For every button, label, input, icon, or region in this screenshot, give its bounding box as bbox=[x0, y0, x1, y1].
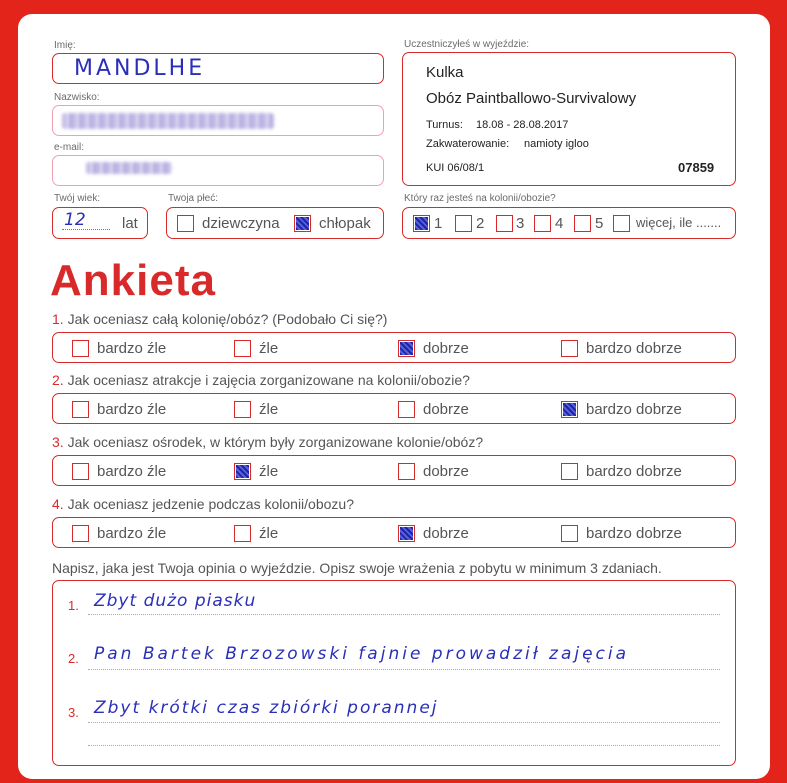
question-label: Jak oceniasz atrakcje i zajęcia zorganizowane na kolonii/obozie? bbox=[67, 372, 470, 388]
opinion-rule bbox=[88, 722, 720, 723]
question-4-option-3: dobrze bbox=[423, 525, 469, 542]
lodging-value: namioty igloo bbox=[524, 138, 589, 150]
question-4-option-4: bardzo dobrze bbox=[586, 525, 682, 542]
times-checkbox-4[interactable] bbox=[534, 215, 551, 232]
question-number: 2. bbox=[52, 372, 64, 388]
lodging-label: Zakwaterowanie: bbox=[426, 138, 510, 150]
opinion-num-2: 2. bbox=[68, 651, 79, 666]
question-4-option-1: bardzo źle bbox=[97, 525, 167, 542]
times-option-more: więcej, ile ....... bbox=[636, 215, 722, 230]
question-1-checkbox-3[interactable] bbox=[398, 340, 415, 357]
opinion-rule bbox=[88, 745, 720, 746]
email-redacted bbox=[86, 162, 172, 174]
question-3-checkbox-1[interactable] bbox=[72, 463, 89, 480]
gender-checkbox-chlopak[interactable] bbox=[294, 215, 311, 232]
opinion-text-3: Zbyt krótki czas zbiórki porannej bbox=[94, 698, 439, 718]
survey-title: Ankieta bbox=[50, 256, 216, 305]
question-3-option-3: dobrze bbox=[423, 463, 469, 480]
times-checkbox-5[interactable] bbox=[574, 215, 591, 232]
email-label: e-mail: bbox=[54, 142, 85, 153]
name-value: MANDLHE bbox=[74, 56, 206, 81]
trip-name: Kulka bbox=[426, 64, 464, 81]
question-number: 3. bbox=[52, 434, 64, 450]
times-checkbox-3[interactable] bbox=[496, 215, 513, 232]
question-1-option-4: bardzo dobrze bbox=[586, 340, 682, 357]
question-1-checkbox-4[interactable] bbox=[561, 340, 578, 357]
question-4-text bbox=[52, 496, 354, 512]
question-2-checkbox-1[interactable] bbox=[72, 401, 89, 418]
age-value: 12 bbox=[64, 210, 86, 230]
times-option-2: 2 bbox=[476, 215, 485, 232]
gender-option-chlopak: chłopak bbox=[319, 215, 371, 232]
question-label: Jak oceniasz jedzenie podczas kolonii/obozu? bbox=[67, 496, 354, 512]
trip-camp: Obóz Paintballowo-Survivalowy bbox=[426, 90, 637, 107]
times-checkbox-1[interactable] bbox=[413, 215, 430, 232]
question-4-checkbox-2[interactable] bbox=[234, 525, 251, 542]
trip-code: KUI 06/08/1 bbox=[426, 162, 485, 174]
question-3-option-1: bardzo źle bbox=[97, 463, 167, 480]
trip-number: 07859 bbox=[678, 160, 715, 175]
age-unit: lat bbox=[122, 215, 138, 232]
turnus-value: 18.08 - 28.08.2017 bbox=[476, 119, 569, 131]
gender-label: Twoja płeć: bbox=[168, 193, 219, 204]
question-number: 4. bbox=[52, 496, 64, 512]
question-3-text bbox=[52, 434, 483, 450]
turnus-label: Turnus: bbox=[426, 119, 463, 131]
opinion-text-1: Zbyt dużo piasku bbox=[94, 591, 257, 611]
name-label: Imię: bbox=[54, 40, 76, 51]
question-2-option-4: bardzo dobrze bbox=[586, 401, 682, 418]
times-checkbox-2[interactable] bbox=[455, 215, 472, 232]
question-number: 1. bbox=[52, 311, 64, 327]
question-1-text bbox=[52, 311, 387, 327]
question-3-option-4: bardzo dobrze bbox=[586, 463, 682, 480]
question-4-option-2: źle bbox=[259, 525, 279, 542]
question-3-checkbox-4[interactable] bbox=[561, 463, 578, 480]
question-label: Jak oceniasz ośrodek, w którym były zorganizowane kolonie/obóz? bbox=[67, 434, 484, 450]
opinion-text-2: Pan Bartek Brzozowski fajnie prowadził zajęcia bbox=[94, 644, 630, 664]
times-option-5: 5 bbox=[595, 215, 604, 232]
question-1-checkbox-2[interactable] bbox=[234, 340, 251, 357]
question-2-text bbox=[52, 372, 470, 388]
question-4-checkbox-4[interactable] bbox=[561, 525, 578, 542]
question-2-option-1: bardzo źle bbox=[97, 401, 167, 418]
opinion-num-3: 3. bbox=[68, 705, 79, 720]
question-2-option-3: dobrze bbox=[423, 401, 469, 418]
surname-label: Nazwisko: bbox=[54, 92, 100, 103]
question-1-option-3: dobrze bbox=[423, 340, 469, 357]
question-1-option-1: bardzo źle bbox=[97, 340, 167, 357]
age-underline bbox=[62, 229, 110, 230]
question-2-checkbox-4[interactable] bbox=[561, 401, 578, 418]
question-3-checkbox-3[interactable] bbox=[398, 463, 415, 480]
question-3-checkbox-2[interactable] bbox=[234, 463, 251, 480]
surname-redacted bbox=[62, 113, 274, 129]
times-option-1: 1 bbox=[434, 215, 443, 232]
question-1-option-2: źle bbox=[259, 340, 279, 357]
question-1-checkbox-1[interactable] bbox=[72, 340, 89, 357]
age-label: Twój wiek: bbox=[54, 193, 101, 204]
times-option-4: 4 bbox=[555, 215, 564, 232]
opinion-prompt: Napisz, jaka jest Twoja opinia o wyjeździe. Opisz swoje wrażenia z pobytu w minimum 3 zdaniach. bbox=[52, 560, 662, 576]
gender-checkbox-dziewczyna[interactable] bbox=[177, 215, 194, 232]
times-label: Który raz jesteś na kolonii/obozie? bbox=[404, 193, 556, 204]
question-2-option-2: źle bbox=[259, 401, 279, 418]
opinion-rule bbox=[88, 614, 720, 615]
question-4-checkbox-1[interactable] bbox=[72, 525, 89, 542]
opinion-rule bbox=[88, 669, 720, 670]
question-2-checkbox-3[interactable] bbox=[398, 401, 415, 418]
question-2-checkbox-2[interactable] bbox=[234, 401, 251, 418]
question-4-checkbox-3[interactable] bbox=[398, 525, 415, 542]
times-checkbox-more[interactable] bbox=[613, 215, 630, 232]
gender-option-dziewczyna: dziewczyna bbox=[202, 215, 280, 232]
question-3-option-2: źle bbox=[259, 463, 279, 480]
times-option-3: 3 bbox=[516, 215, 525, 232]
question-label: Jak oceniasz całą kolonię/obóz? (Podobało Ci się?) bbox=[67, 311, 388, 327]
trip-label: Uczestniczyłeś w wyjeździe: bbox=[404, 39, 530, 50]
opinion-num-1: 1. bbox=[68, 598, 79, 613]
